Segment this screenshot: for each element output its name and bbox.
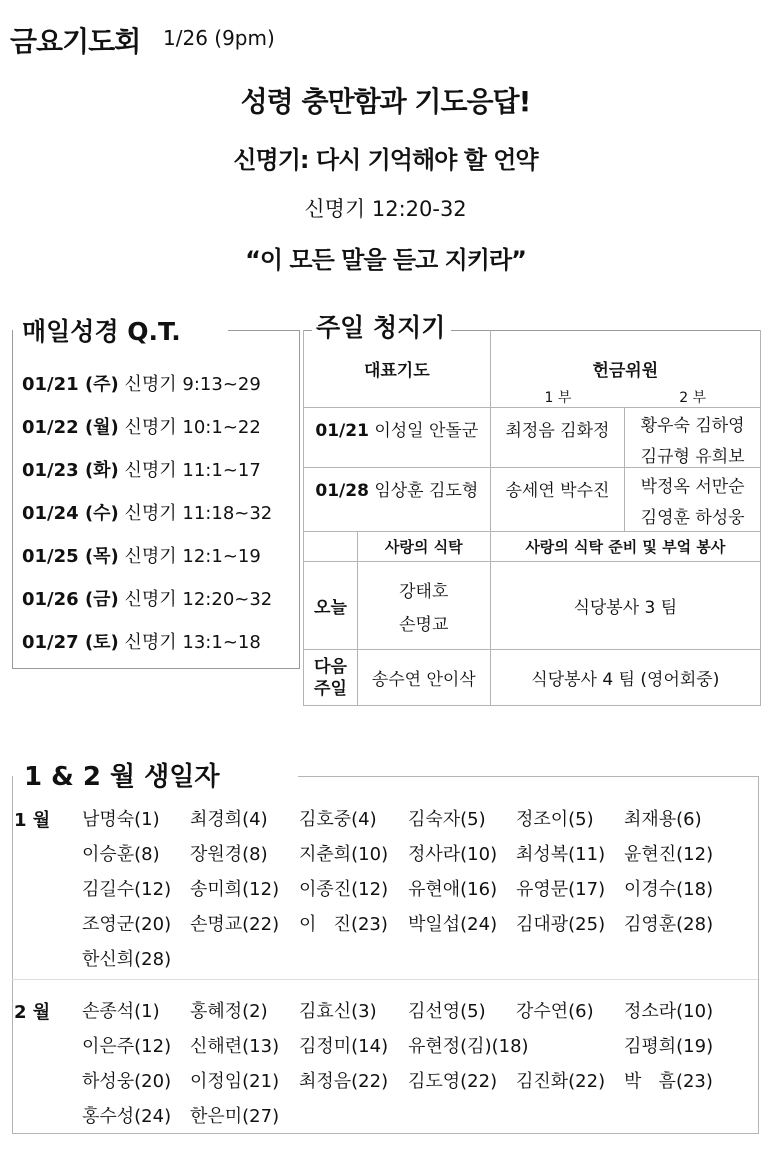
birthday-entry: 박일섭(24) bbox=[408, 914, 498, 935]
row-service2-a: 박정옥 서만순 bbox=[640, 476, 745, 497]
birthday-entry: 하성웅(20) bbox=[82, 1071, 172, 1092]
birthday-entry: 강수연(6) bbox=[516, 1001, 594, 1022]
qt-item-date: 01/21 (주) bbox=[22, 374, 119, 395]
birthday-topline bbox=[298, 776, 758, 777]
qt-item bbox=[22, 628, 261, 654]
row-service2-b: 김영훈 하성웅 bbox=[640, 507, 745, 528]
birthday-entry: 윤현진(12) bbox=[624, 844, 714, 865]
row-prayer: 임상훈 김도형 bbox=[374, 481, 479, 501]
row-prayer: 이성일 안돌군 bbox=[374, 421, 479, 441]
birthday-entry: 김평희(19) bbox=[624, 1036, 714, 1057]
row-service1: 송세연 박수진 bbox=[490, 468, 625, 532]
qt-item bbox=[22, 413, 261, 439]
col-prayer-header: 대표기도 bbox=[304, 330, 491, 408]
qt-item-date: 01/26 (금) bbox=[22, 589, 119, 610]
qt-item-date: 01/24 (수) bbox=[22, 503, 119, 524]
month-divider bbox=[12, 979, 758, 980]
birthday-entry: 김정미(14) bbox=[299, 1036, 389, 1057]
next-label-b: 주일 bbox=[314, 678, 347, 699]
birthday-entry: 정소라(10) bbox=[624, 1001, 714, 1022]
next-table: 송수연 안이삭 bbox=[357, 650, 490, 706]
qt-item-ref: 신명기 11:1~17 bbox=[124, 460, 261, 481]
row-service2-b: 김규형 유희보 bbox=[640, 446, 745, 467]
birthday-entry: 이은주(12) bbox=[82, 1036, 172, 1057]
birthday-entry: 최재용(6) bbox=[624, 809, 702, 830]
birthday-entry: 박 흠(23) bbox=[624, 1071, 713, 1092]
birthday-entry: 정사라(10) bbox=[408, 844, 498, 865]
qt-item-ref: 신명기 10:1~22 bbox=[124, 417, 261, 438]
birthday-entry: 김효신(3) bbox=[299, 1001, 377, 1022]
birthday-entry: 송미희(12) bbox=[190, 879, 280, 900]
birthday-entry: 유현애(16) bbox=[408, 879, 498, 900]
qt-item bbox=[22, 456, 261, 482]
stewards-row bbox=[304, 408, 761, 468]
service1-label: 1 부 bbox=[544, 390, 572, 406]
row-service2-a: 황우숙 김하영 bbox=[640, 415, 745, 436]
birthday-entry: 유영문(17) bbox=[516, 879, 606, 900]
qt-item-ref: 신명기 13:1~18 bbox=[124, 632, 261, 653]
birthday-entry: 최성복(11) bbox=[516, 844, 606, 865]
col-offering-header bbox=[490, 330, 760, 408]
birthday-entry: 김진화(22) bbox=[516, 1071, 606, 1092]
row-service1: 최정음 김화정 bbox=[490, 408, 625, 468]
birthday-entry: 김도영(22) bbox=[408, 1071, 498, 1092]
qt-item-date: 01/27 (토) bbox=[22, 632, 119, 653]
birthday-entry: 홍혜정(2) bbox=[190, 1001, 268, 1022]
birthday-entry: 조영군(20) bbox=[82, 914, 172, 935]
stewards-row bbox=[304, 468, 761, 532]
month-label-jan: 1 월 bbox=[14, 810, 51, 831]
qt-item-ref: 신명기 9:13~29 bbox=[124, 374, 261, 395]
next-row bbox=[304, 650, 761, 706]
birthday-entry: 이경수(18) bbox=[624, 879, 714, 900]
birthday-entry: 장원경(8) bbox=[190, 844, 268, 865]
sermon-series: 신명기: 다시 기억해야 할 언약 bbox=[233, 146, 538, 174]
qt-item-date: 01/23 (화) bbox=[22, 460, 119, 481]
birthday-entry: 김호중(4) bbox=[299, 809, 377, 830]
birthday-entry: 홍수성(24) bbox=[82, 1106, 172, 1127]
birthday-entry: 유현정(김)(18) bbox=[408, 1036, 529, 1057]
today-service: 식당봉사 3 팀 bbox=[490, 562, 760, 650]
birthday-entry: 김영훈(28) bbox=[624, 914, 714, 935]
offering-label: 헌금위원 bbox=[592, 361, 659, 381]
qt-item bbox=[22, 542, 261, 568]
birthday-entry: 이승훈(8) bbox=[82, 844, 160, 865]
birthday-entry: 남명숙(1) bbox=[82, 809, 160, 830]
qt-box-topline bbox=[228, 330, 299, 331]
service2-label: 2 부 bbox=[679, 390, 707, 406]
birthday-title: 1 & 2 월 생일자 bbox=[24, 756, 228, 793]
birthday-entry: 이 진(23) bbox=[299, 914, 388, 935]
birthday-entry: 김숙자(5) bbox=[408, 809, 486, 830]
row-date: 01/21 bbox=[315, 421, 369, 441]
sunday-title: 주일 청지기 bbox=[312, 308, 451, 344]
qt-item-ref: 신명기 12:1~19 bbox=[124, 546, 261, 567]
birthday-entry: 최정음(22) bbox=[299, 1071, 389, 1092]
page-title: 금요기도회 bbox=[10, 25, 141, 58]
birthday-entry: 김선영(5) bbox=[408, 1001, 486, 1022]
col-table-header: 사랑의 식탁 bbox=[357, 532, 490, 562]
birthday-entry: 한은미(27) bbox=[190, 1106, 280, 1127]
birthday-entry: 지춘희(10) bbox=[299, 844, 389, 865]
sermon-headline: 성령 충만함과 기도응답! bbox=[240, 85, 531, 118]
today-table-b: 손명교 bbox=[399, 614, 449, 635]
page-date: 1/26 (9pm) bbox=[163, 26, 275, 50]
col-service-header: 사랑의 식탁 준비 및 부엌 봉사 bbox=[490, 532, 760, 562]
birthday-entry: 김대광(25) bbox=[516, 914, 606, 935]
birthday-entry: 이종진(12) bbox=[299, 879, 389, 900]
birthday-entry: 김길수(12) bbox=[82, 879, 172, 900]
next-label-a: 다음 bbox=[314, 656, 347, 677]
qt-item bbox=[22, 585, 272, 611]
qt-item-date: 01/25 (목) bbox=[22, 546, 119, 567]
qt-item-ref: 신명기 12:20~32 bbox=[124, 589, 273, 610]
birthday-entry: 최경희(4) bbox=[190, 809, 268, 830]
sermon-passage: 신명기 12:20-32 bbox=[304, 197, 467, 221]
sermon-quote: “이 모든 말을 듣고 지키라” bbox=[245, 246, 526, 274]
sunday-table bbox=[303, 330, 761, 706]
qt-item-date: 01/22 (월) bbox=[22, 417, 119, 438]
birthday-entry: 신해련(13) bbox=[190, 1036, 280, 1057]
birthday-entry: 이정임(21) bbox=[190, 1071, 280, 1092]
today-table-a: 강태호 bbox=[399, 581, 449, 602]
qt-item bbox=[22, 499, 272, 525]
birthday-entry: 손종석(1) bbox=[82, 1001, 160, 1022]
month-label-feb: 2 월 bbox=[14, 1002, 51, 1023]
qt-item-ref: 신명기 11:18~32 bbox=[124, 503, 273, 524]
birthday-entry: 정조이(5) bbox=[516, 809, 594, 830]
blank-cell bbox=[304, 532, 358, 562]
birthday-entry: 손명교(22) bbox=[190, 914, 280, 935]
today-label: 오늘 bbox=[304, 562, 358, 650]
today-row bbox=[304, 562, 761, 650]
qt-title: 매일성경 Q.T. bbox=[22, 312, 187, 348]
row-date: 01/28 bbox=[315, 481, 369, 501]
birthday-entry: 한신희(28) bbox=[82, 949, 172, 970]
next-service: 식당봉사 4 팀 (영어회중) bbox=[490, 650, 760, 706]
qt-item bbox=[22, 370, 261, 396]
